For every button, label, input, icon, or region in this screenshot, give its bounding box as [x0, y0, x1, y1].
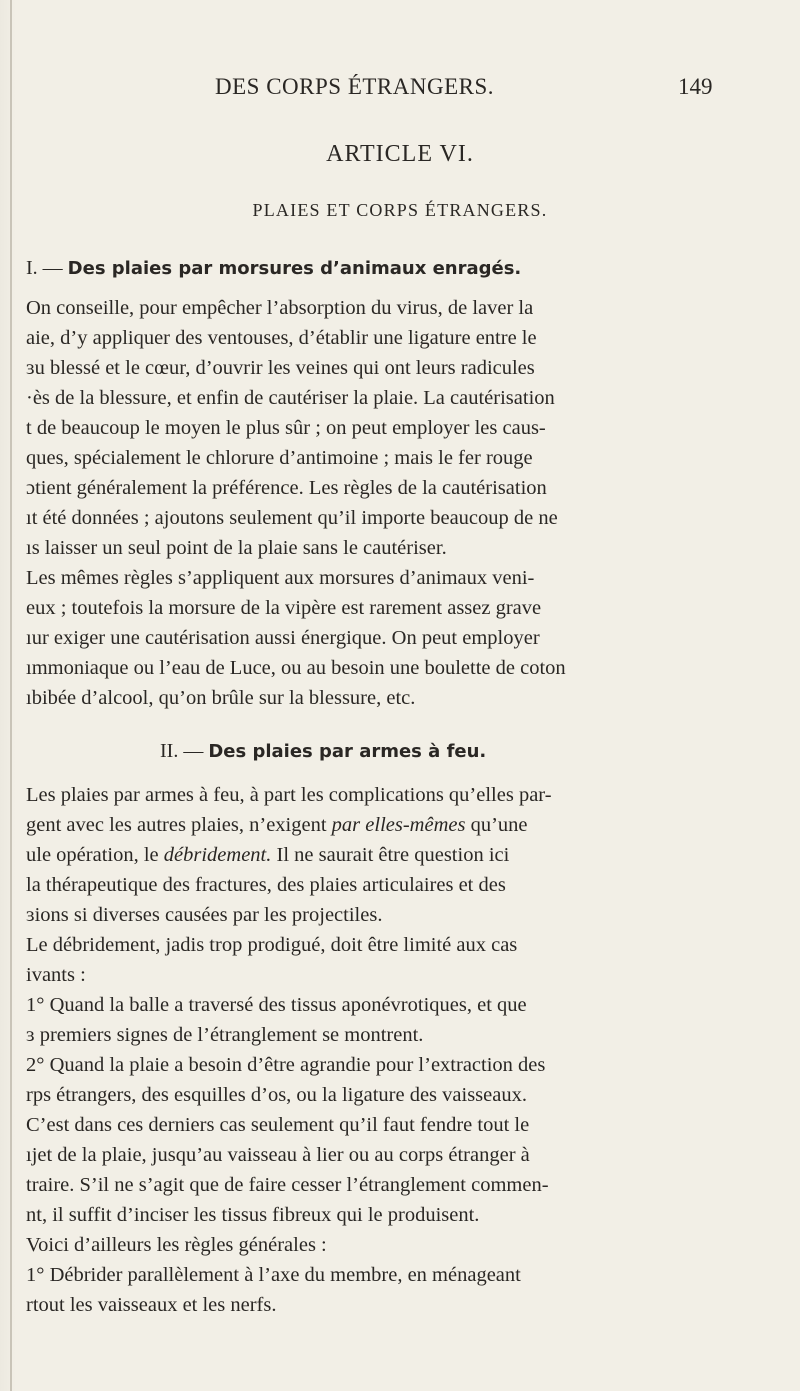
paragraph-line: t de beaucoup le moyen le plus sûr ; on peut employer les caus-	[26, 417, 546, 439]
line-text: qu’une	[465, 814, 528, 836]
paragraph-line: Voici d’ailleurs les règles générales :	[26, 1234, 327, 1256]
paragraph-line	[26, 814, 782, 837]
paragraph-line: ıs laisser un seul point de la plaie sans le cautériser.	[26, 537, 447, 559]
emphasis-text: débridement.	[163, 844, 272, 866]
paragraph-line: Le débridement, jadis trop prodigué, doit être limité aux cas	[26, 934, 518, 956]
section-number: II. —	[160, 740, 204, 762]
paragraph-line: rps étrangers, des esquilles d’os, ou la ligature des vaisseaux.	[26, 1084, 527, 1106]
paragraph-line: 1° Quand la balle a traversé des tissus aponévrotiques, et que	[26, 994, 527, 1016]
paragraph-line: aie, d’y appliquer des ventouses, d’établir une ligature entre le	[26, 327, 537, 349]
line-text: ule opération, le	[26, 844, 164, 866]
paragraph-line: rtout les vaisseaux et les nerfs.	[26, 1294, 277, 1316]
paragraph-line: ıbibée d’alcool, qu’on brûle sur la blessure, etc.	[26, 687, 416, 709]
section-title: Des plaies par armes à feu.	[208, 741, 487, 762]
paragraph-line: Les mêmes règles s’appliquent aux morsures d’animaux veni-	[26, 567, 535, 589]
line-text: Il ne saurait être question ici	[271, 844, 510, 866]
running-title: DES CORPS ÉTRANGERS.	[215, 74, 495, 99]
paragraph-line: Les plaies par armes à feu, à part les complications qu’elles par-	[26, 784, 552, 806]
paragraph-line: ques, spécialement le chlorure d’antimoine ; mais le fer rouge	[26, 447, 533, 469]
running-head	[0, 74, 800, 104]
section-title: Des plaies par morsures d’animaux enragés.	[67, 258, 522, 279]
section-heading-1	[26, 257, 521, 280]
paragraph-line	[26, 844, 782, 867]
article-title: ARTICLE VI.	[326, 141, 474, 167]
paragraph-line: 1° Débrider parallèlement à l’axe du membre, en ménageant	[26, 1264, 521, 1286]
section-heading-2	[160, 740, 486, 763]
article-subtitle: PLAIES ET CORPS ÉTRANGERS.	[252, 200, 548, 220]
paragraph-line: C’est dans ces derniers cas seulement qu’il faut fendre tout le	[26, 1114, 530, 1136]
emphasis-text: par elles-mêmes	[331, 814, 466, 836]
line-text: gent avec les autres plaies, n’exigent	[26, 814, 332, 836]
page-number: 149	[678, 74, 713, 99]
paragraph-line: nt, il suffit d’inciser les tissus fibreux qui le produisent.	[26, 1204, 480, 1226]
paragraph-line: ıt été données ; ajoutons seulement qu’il importe beaucoup de ne	[26, 507, 558, 529]
paragraph-line: ɜions si diverses causées par les projectiles.	[26, 904, 383, 926]
paragraph-line: On conseille, pour empêcher l’absorption du virus, de laver la	[26, 297, 534, 319]
paragraph-line: traire. S’il ne s’agit que de faire cesser l’étranglement commen-	[26, 1174, 549, 1196]
paragraph-line: ·ès de la blessure, et enfin de cautériser la plaie. La cautérisation	[26, 387, 555, 409]
paragraph-line: 2° Quand la plaie a besoin d’être agrandie pour l’extraction des	[26, 1054, 546, 1076]
paragraph-line: ɔtient généralement la préférence. Les règles de la cautérisation	[26, 477, 547, 499]
paragraph-line: ıjet de la plaie, jusqu’au vaisseau à lier ou au corps étranger à	[26, 1144, 530, 1166]
paragraph-line: la thérapeutique des fractures, des plaies articulaires et des	[26, 874, 506, 896]
paragraph-line: ımmoniaque ou l’eau de Luce, ou au besoin une boulette de coton	[26, 657, 566, 679]
paragraph-line: ivants :	[26, 964, 86, 986]
section-number: I. —	[26, 257, 63, 279]
paragraph-line: ɜ premiers signes de l’étranglement se montrent.	[26, 1024, 424, 1046]
paragraph-line: eux ; toutefois la morsure de la vipère est rarement assez grave	[26, 597, 542, 619]
paragraph-line: ıur exiger une cautérisation aussi énergique. On peut employer	[26, 627, 540, 649]
paragraph-line: ɜu blessé et le cœur, d’ouvrir les veines qui ont leurs radicules	[26, 357, 535, 379]
